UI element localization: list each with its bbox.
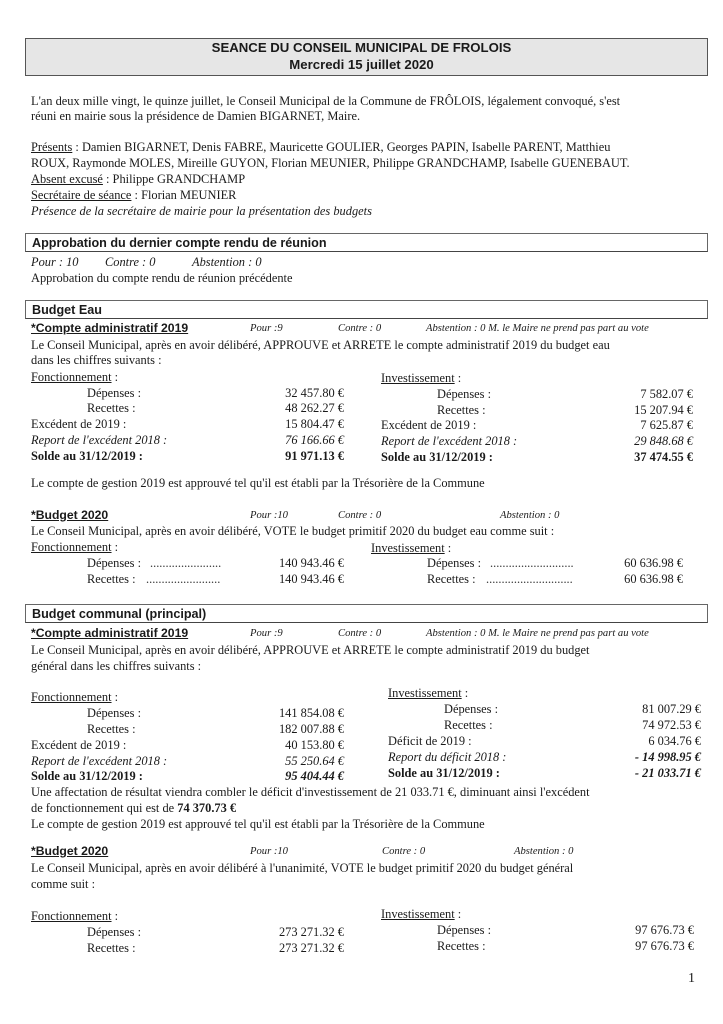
row-value: 29 848.68 € [634,434,693,448]
secretary-line [31,189,236,201]
row-label: Report de l'excédent 2018 : [381,434,518,448]
row-value: 60 636.98 € [624,556,683,570]
vote-abstention: Abstention : 0 [192,255,262,269]
presents-list-continued: ROUX, Raymonde MOLES, Mireille GUYON, Florian MEUNIER, Philippe GRANDCHAMP, Isabelle GUENEBAUT. [31,156,630,170]
row-label: Dépenses : [87,386,142,400]
row-label: Recettes : [437,939,486,953]
document-title: SEANCE DU CONSEIL MUNICIPAL DE FROLOIS [211,40,512,55]
row-value: 7 582.07 € [640,387,693,401]
vote-pour: Pour : 10 [31,255,79,269]
presents-list: : Damien BIGARNET, Denis FABRE, Mauricette GOULIER, Georges PAPIN, Isabelle PARENT, Matthieu [72,140,611,154]
row-value: 32 457.80 € [285,386,344,400]
body-text: général dans les chiffres suivants : [31,659,202,673]
row-label: Report de l'excédent 2018 : [31,754,168,768]
presents-label: Présents [31,140,73,154]
row-value: 97 676.73 € [635,923,694,937]
row-value: - 21 033.71 € [634,766,701,780]
row-label: Solde au 31/12/2019 : [31,449,143,463]
row-label: Excédent de 2019 : [381,418,477,432]
page-number: 1 [688,971,695,986]
row-label: Excédent de 2019 : [31,417,127,431]
row-value: 74 972.53 € [642,718,701,732]
row-label: Dépenses : [87,556,142,570]
leader-dots: ............................ [486,572,573,586]
vote-abstention: Abstention : 0 M. le Maire ne prend pas part au vote [426,628,649,639]
fonctionnement-label: Fonctionnement : [31,370,119,384]
row-value: 140 943.46 € [278,572,344,586]
row-label: Recettes : [87,722,136,736]
vote-pour: Pour :9 [250,628,283,639]
body-text: dans les chiffres suivants : [31,353,162,367]
absent-line [31,173,245,185]
row-value: 141 854.08 € [278,706,344,720]
vote-abstention: Abstention : 0 [500,510,560,521]
row-value: 95 404.44 € [285,769,344,783]
investissement-label: Investissement : [388,686,469,700]
row-value: 40 153.80 € [285,738,344,752]
absent-label: Absent excusé [31,172,103,186]
body-text: Le Conseil Municipal, après en avoir délibéré à l'unanimité, VOTE le budget primitif 2020 du budget général [31,861,574,875]
row-label: Report de l'excédent 2018 : [31,433,168,447]
affectation-text: Une affectation de résultat viendra combler le déficit d'investissement de 21 033.71 €, diminuant ainsi l'excédent [31,785,590,799]
investissement-label-text: Investissement [388,686,462,700]
row-value: 97 676.73 € [635,939,694,953]
row-value: 91 971.13 € [285,449,344,463]
section-approval [25,233,708,252]
leader-dots: ........................ [146,572,221,586]
section-heading: Approbation du dernier compte rendu de réunion [32,236,327,250]
row-label: Recettes : [87,401,136,415]
vote-contre: Contre : 0 [338,323,382,334]
subsection-title: *Compte administratif 2019 [31,321,189,335]
row-value: 273 271.32 € [278,941,344,955]
investissement-label-text: Investissement [371,541,445,555]
vote-contre: Contre : 0 [105,255,156,269]
section-heading: Budget communal (principal) [32,607,207,621]
row-label: Dépenses : [427,556,482,570]
row-label: Solde au 31/12/2019 : [31,769,143,783]
fonctionnement-label-text: Fonctionnement [31,909,112,923]
row-label: Solde au 31/12/2019 : [381,450,493,464]
investissement-label: Investissement : [381,907,462,921]
row-value: 55 250.64 € [285,754,344,768]
gestion-text: Le compte de gestion 2019 est approuvé tel qu'il est établi par la Trésorière de la Commune [31,817,485,831]
fonctionnement-label: Fonctionnement : [31,690,119,704]
row-label: Recettes : [444,718,493,732]
row-label: Solde au 31/12/2019 : [388,766,500,780]
row-value: 140 943.46 € [278,556,344,570]
investissement-label: Investissement : [371,541,452,555]
body-text: Le Conseil Municipal, après en avoir délibéré, VOTE le budget primitif 2020 du budget eau comme suit : [31,524,555,538]
vote-contre: Contre : 0 [338,510,382,521]
row-value: 182 007.88 € [278,722,344,736]
row-value: 60 636.98 € [624,572,683,586]
section-budget-eau [25,300,708,319]
row-value: - 14 998.95 € [634,750,701,764]
approval-text: Approbation du compte rendu de réunion précédente [31,271,293,285]
secretary-presence-note: Présence de la secrétaire de mairie pour la présentation des budgets [31,204,372,218]
subsection-title: *Budget 2020 [31,508,109,522]
fonctionnement-label: Fonctionnement : [31,909,119,923]
body-text: Le Conseil Municipal, après en avoir délibéré, APPROUVE et ARRETE le compte administratif 2019 du budget eau [31,338,610,352]
document-date: Mercredi 15 juillet 2020 [289,57,434,72]
row-label: Dépenses : [437,387,492,401]
fonctionnement-label: Fonctionnement : [31,540,119,554]
secretary-value: : Florian MEUNIER [131,188,237,202]
leader-dots: ........................... [490,556,574,570]
secretary-label: Secrétaire de séance [31,188,132,202]
affectation-prefix: de fonctionnement qui est de [31,801,178,815]
fonctionnement-label-text: Fonctionnement [31,370,112,384]
absent-value: : Philippe GRANDCHAMP [102,172,246,186]
vote-pour: Pour :10 [250,510,288,521]
body-text: Le Conseil Municipal, après en avoir délibéré, APPROUVE et ARRETE le compte administratif 2019 du budget [31,643,590,657]
affectation-text-continued [31,802,236,814]
row-value: 273 271.32 € [278,925,344,939]
row-label: Dépenses : [87,925,142,939]
row-label: Recettes : [437,403,486,417]
row-value: 81 007.29 € [642,702,701,716]
row-label: Recettes : [87,572,136,586]
row-label: Déficit de 2019 : [388,734,472,748]
row-value: 15 207.94 € [634,403,693,417]
vote-contre: Contre : 0 [338,628,382,639]
fonctionnement-label-text: Fonctionnement [31,540,112,554]
section-heading: Budget Eau [32,303,102,317]
row-value: 7 625.87 € [640,418,693,432]
row-label: Excédent de 2019 : [31,738,127,752]
row-value: 15 804.47 € [285,417,344,431]
row-label: Dépenses : [444,702,499,716]
presents-line [31,141,610,153]
investissement-label: Investissement : [381,371,462,385]
row-value: 48 262.27 € [285,401,344,415]
row-value: 6 034.76 € [648,734,701,748]
row-label: Recettes : [427,572,476,586]
vote-abstention: Abstention : 0 M. le Maire ne prend pas part au vote [426,323,649,334]
row-label: Dépenses : [87,706,142,720]
vote-contre: Contre : 0 [382,846,426,857]
subsection-title: *Budget 2020 [31,844,109,858]
vote-pour: Pour :9 [250,323,283,334]
row-value: 37 474.55 € [634,450,693,464]
row-label: Recettes : [87,941,136,955]
leader-dots: ....................... [150,556,222,570]
investissement-label-text: Investissement [381,907,455,921]
subsection-title: *Compte administratif 2019 [31,626,189,640]
section-budget-communal [25,604,708,623]
row-label: Dépenses : [437,923,492,937]
investissement-label-text: Investissement [381,371,455,385]
row-value: 76 166.66 € [285,433,344,447]
vote-abstention: Abstention : 0 [514,846,574,857]
affectation-value: 74 370.73 € [177,801,237,815]
gestion-text: Le compte de gestion 2019 est approuvé tel qu'il est établi par la Trésorière de la Commune [31,476,485,490]
intro-line: réuni en mairie sous la présidence de Damien BIGARNET, Maire. [31,109,361,123]
body-text: comme suit : [31,877,96,891]
vote-pour: Pour :10 [250,846,288,857]
intro-line: L'an deux mille vingt, le quinze juillet, le Conseil Municipal de la Commune de FRÔLOIS, légalement convoqué, s'est [31,94,621,108]
row-label: Report du déficit 2018 : [388,750,507,764]
fonctionnement-label-text: Fonctionnement [31,690,112,704]
